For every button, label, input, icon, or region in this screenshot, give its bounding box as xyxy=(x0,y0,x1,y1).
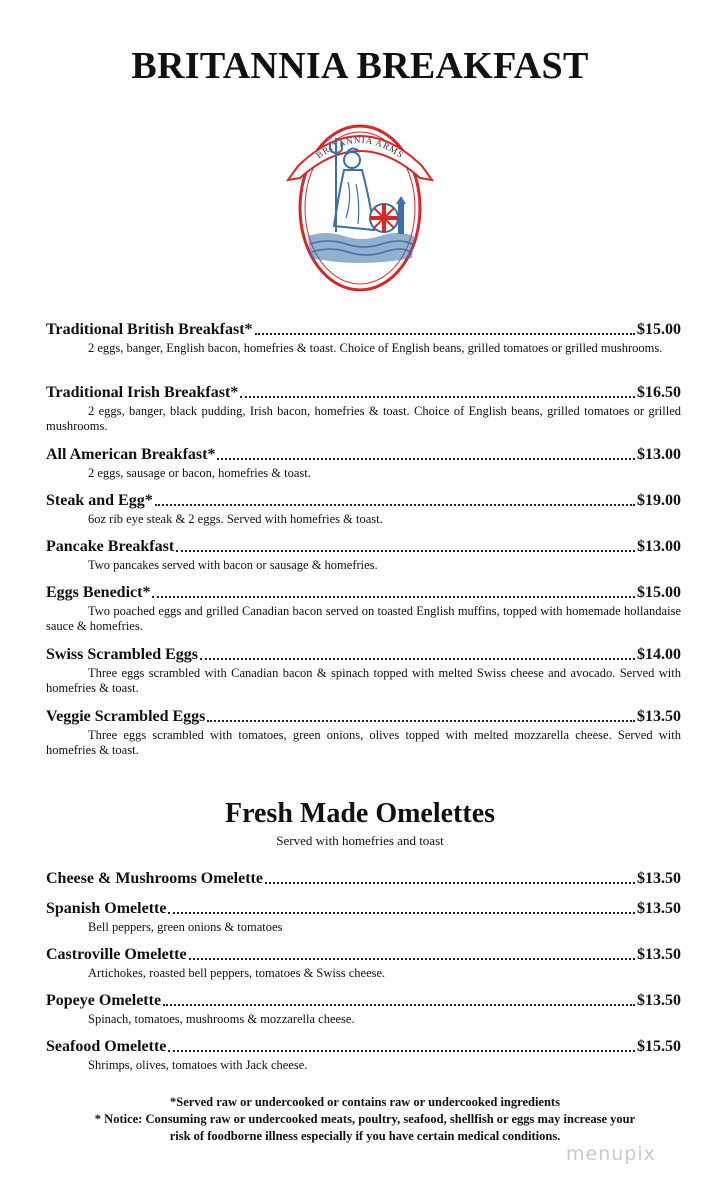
notice-line: *Served raw or undercooked or contains raw or undercooked ingredients xyxy=(170,1095,560,1109)
menu-item xyxy=(46,538,681,573)
item-name: All American Breakfast* xyxy=(46,446,216,463)
leader-dots xyxy=(200,658,635,660)
item-price: $13.00 xyxy=(637,446,681,463)
item-price: $13.00 xyxy=(637,538,681,555)
item-price: $14.00 xyxy=(637,646,681,663)
leader-dots xyxy=(265,882,635,884)
menu-item xyxy=(46,900,681,935)
notice-line: * Notice: Consuming raw or undercooked meats, poultry, seafood, shellfish or eggs may increase your xyxy=(94,1112,636,1126)
item-price: $13.50 xyxy=(637,708,681,725)
item-name: Eggs Benedict* xyxy=(46,584,151,601)
menu-item xyxy=(46,870,681,888)
menu-item xyxy=(46,384,681,434)
item-name: Spanish Omelette xyxy=(46,900,167,917)
menu-item xyxy=(46,321,681,356)
item-price: $16.50 xyxy=(637,384,681,401)
item-description: Bell peppers, green onions & tomatoes xyxy=(88,920,283,934)
item-name: Steak and Egg* xyxy=(46,492,153,509)
item-name: Traditional Irish Breakfast* xyxy=(46,384,239,401)
britannia-arms-logo xyxy=(286,108,434,294)
leader-dots xyxy=(152,596,635,598)
menupix-watermark: menupix xyxy=(566,1143,656,1165)
item-name: Castroville Omelette xyxy=(46,946,187,963)
item-price: $15.00 xyxy=(637,584,681,601)
menu-title: BRITANNIA BREAKFAST xyxy=(131,45,589,87)
item-name: Traditional British Breakfast* xyxy=(46,321,253,338)
item-description: 2 eggs, banger, English bacon, homefries & toast. Choice of English beans, grilled tomatoes or grilled mushrooms. xyxy=(88,341,663,355)
item-price: $13.50 xyxy=(637,900,681,917)
item-name: Seafood Omelette xyxy=(46,1038,167,1055)
leader-dots xyxy=(168,1050,635,1052)
item-name: Popeye Omelette xyxy=(46,992,162,1009)
menu-item xyxy=(46,708,681,758)
item-price: $19.00 xyxy=(637,492,681,509)
item-description: Three eggs scrambled with Canadian bacon & spinach topped with melted Swiss cheese and avocado. Served with homefries & toast. xyxy=(46,666,681,695)
item-price: $15.00 xyxy=(637,321,681,338)
leader-dots xyxy=(255,333,635,335)
item-description: 6oz rib eye steak & 2 eggs. Served with homefries & toast. xyxy=(88,512,383,526)
item-description: 2 eggs, sausage or bacon, homefries & toast. xyxy=(88,466,311,480)
item-description: 2 eggs, banger, black pudding, Irish bacon, homefries & toast. Choice of English beans, grilled tomatoes or grilled mushrooms. xyxy=(46,404,681,433)
leader-dots xyxy=(207,720,635,722)
logo-figure-head xyxy=(344,152,360,168)
item-name: Cheese & Mushrooms Omelette xyxy=(46,870,263,887)
logo-banner-text: BRITANNIA ARMS xyxy=(314,134,406,161)
omelettes-section-subtitle: Served with homefries and toast xyxy=(276,833,444,848)
raw-food-notice xyxy=(30,1094,700,1145)
menu-item xyxy=(46,992,681,1027)
menu-item xyxy=(46,946,681,981)
menu-item xyxy=(46,492,681,527)
logo-sea xyxy=(308,233,414,263)
item-price: $13.50 xyxy=(637,870,681,887)
leader-dots xyxy=(155,504,635,506)
menu-item xyxy=(46,1038,681,1073)
leader-dots xyxy=(189,958,635,960)
item-price: $15.50 xyxy=(637,1038,681,1055)
item-description: Spinach, tomatoes, mushrooms & mozzarella cheese. xyxy=(88,1012,355,1026)
leader-dots xyxy=(176,550,635,552)
item-price: $13.50 xyxy=(637,946,681,963)
leader-dots xyxy=(217,458,635,460)
leader-dots xyxy=(168,912,635,914)
item-description: Two poached eggs and grilled Canadian bacon served on toasted English muffins, topped with homemade hollandaise sauce & homefries. xyxy=(46,604,681,633)
item-name: Swiss Scrambled Eggs xyxy=(46,646,199,663)
item-price: $13.50 xyxy=(637,992,681,1009)
menu-item xyxy=(46,646,681,696)
leader-dots xyxy=(163,1004,635,1006)
item-name: Pancake Breakfast xyxy=(46,538,175,555)
item-description: Two pancakes served with bacon or sausage & homefries. xyxy=(88,558,378,572)
item-description: Artichokes, roasted bell peppers, tomatoes & Swiss cheese. xyxy=(88,966,386,980)
omelettes-section-title: Fresh Made Omelettes xyxy=(224,798,496,829)
menu-item xyxy=(46,446,681,481)
menu-item xyxy=(46,584,681,634)
item-description: Shrimps, olives, tomatoes with Jack cheese. xyxy=(88,1058,308,1072)
notice-line: risk of foodborne illness especially if you have certain medical conditions. xyxy=(169,1129,561,1143)
item-description: Three eggs scrambled with tomatoes, green onions, olives topped with melted mozzarella cheese. Served with homefries & toast. xyxy=(46,728,681,757)
logo-figure-body xyxy=(334,170,374,230)
leader-dots xyxy=(240,396,635,398)
item-name: Veggie Scrambled Eggs xyxy=(46,708,206,725)
